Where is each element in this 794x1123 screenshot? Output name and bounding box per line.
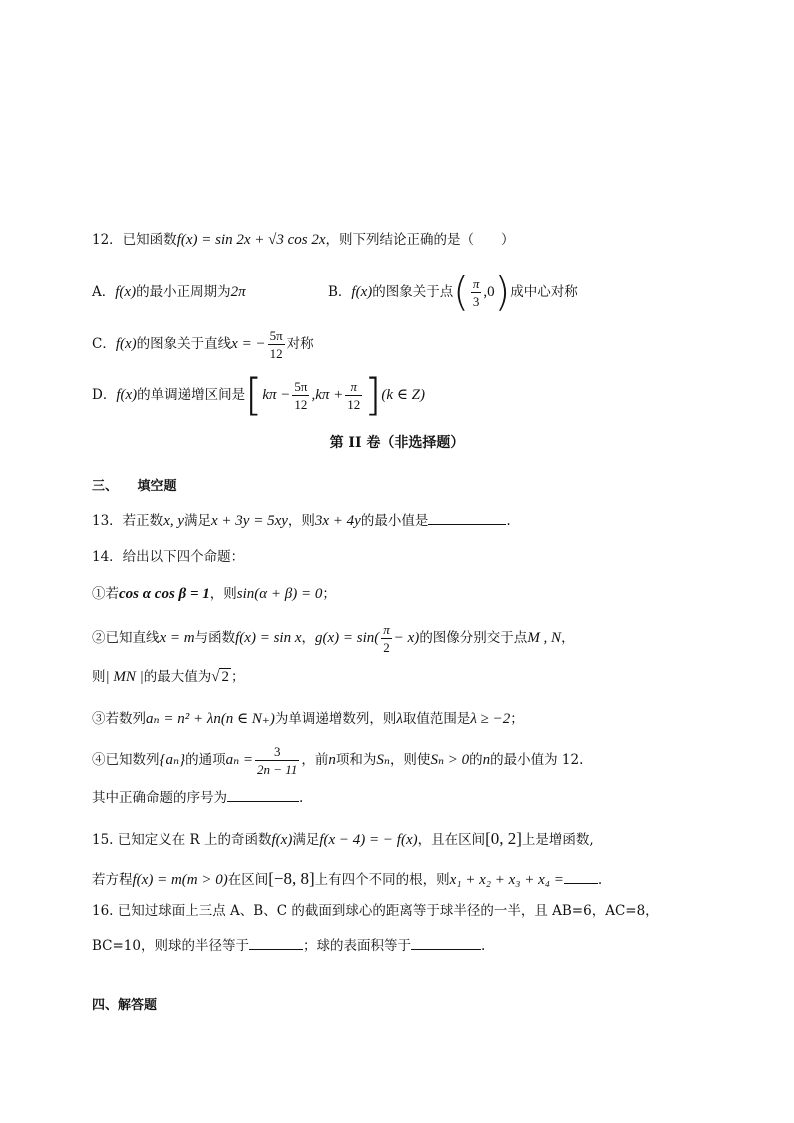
prop-4-n: n <box>328 752 336 768</box>
q13-text-c: ，则 <box>287 513 315 529</box>
q16-line-1: 16. 已知过球面上三点 A、B、C 的截面到球心的距离等于球半径的一半，且 AB=6，AC=8， <box>92 903 659 919</box>
right-bracket: ] <box>364 369 382 421</box>
option-d-text: 的单调递增区间是 <box>137 387 246 403</box>
prop-2-comma: ， <box>301 630 315 646</box>
prop-1-text: ①若 <box>92 586 119 602</box>
option-b-fraction <box>471 275 482 310</box>
q15-interval: [0, 2] <box>485 829 522 848</box>
prop-3-text: ③若数列 <box>92 711 146 727</box>
q15-text: 15. 已知定义在 R 上的奇函数 <box>92 832 272 848</box>
prop-4-sequence: {aₙ} <box>159 752 186 768</box>
fraction-denominator: 2 <box>383 640 390 655</box>
fraction-denominator: 3 <box>472 294 480 309</box>
prop-2-fraction <box>381 621 392 656</box>
q14-prop-3 <box>92 709 524 729</box>
prop-2-g-tail: − x) <box>393 630 420 646</box>
q16-text: BC=10，则球的半径等于 <box>92 938 249 954</box>
prop-4-text: ④已知数列 <box>92 752 160 768</box>
prop-4-text-f: 的 <box>469 752 483 768</box>
prop-4-condition: Sₙ > 0 <box>430 752 470 768</box>
prop-4-an: aₙ = <box>225 752 254 768</box>
q16-text-b: ；球的表面积等于 <box>303 938 411 954</box>
answer-blank <box>227 787 299 802</box>
q15-text-e: 若方程 <box>92 872 133 888</box>
option-d-left: kπ − <box>262 387 291 403</box>
q15-text-b: 满足 <box>292 832 320 848</box>
prop-1-result: sin(α + β) = 0 <box>236 586 323 602</box>
q15-interval-2: [−8, 8] <box>268 869 315 888</box>
answer-blank-area <box>411 935 481 950</box>
prop-2-line: x = m <box>159 630 195 646</box>
q13-expression: 3x + 4y <box>314 513 361 529</box>
prop-2-line2-end: ； <box>230 669 245 685</box>
q15-fx: f(x) <box>271 832 293 848</box>
q12-function: f(x) = sin 2x + √3 cos 2x <box>176 232 326 248</box>
q12-stem-tail: ，则下列结论正确的是（ ） <box>325 232 515 248</box>
left-paren: ( <box>453 269 469 316</box>
fraction-numerator: π <box>383 622 390 637</box>
right-paren: ) <box>494 269 511 316</box>
q15-text-c: ，且在区间 <box>417 832 486 848</box>
fraction-numerator: 5π <box>294 379 308 394</box>
option-c-fraction <box>268 327 285 362</box>
left-bracket: [ <box>245 369 263 421</box>
option-c-fx: f(x) <box>115 336 137 352</box>
prop-2-mn: | MN | <box>105 669 144 685</box>
prop-1-end: ； <box>322 586 336 602</box>
sqrt-symbol: √ <box>211 669 220 685</box>
option-d-fx: f(x) <box>116 387 138 403</box>
q13-text-b: 满足 <box>184 513 212 529</box>
prop-4-sn: Sₙ <box>376 752 390 768</box>
q15-equation-2: f(x) = m(m > 0) <box>132 872 228 888</box>
prop-3-end: ； <box>510 711 524 727</box>
q15-line-1 <box>92 829 594 850</box>
q12-option-d <box>92 369 426 421</box>
option-b-label: B． <box>328 284 352 300</box>
prop-4-text-d: 项和为 <box>335 752 377 768</box>
prop-3-text-b: 为单调递增数列，则 <box>274 711 397 727</box>
prop-3-sequence: aₙ = n² + λn(n ∈ N₊) <box>146 711 275 727</box>
q14-conclusion <box>92 787 303 808</box>
fraction-denominator: 2n − 11 <box>257 762 298 777</box>
q13 <box>92 510 511 531</box>
prop-3-lambda: λ <box>396 711 403 727</box>
prop-2-line2-text-b: 的最大值为 <box>143 669 212 685</box>
prop-2-f: f(x) = sin x <box>235 630 302 646</box>
option-b-text: 的图象关于点 <box>372 284 454 300</box>
option-d-mid: ,kπ + <box>311 387 344 403</box>
q12-option-a <box>92 282 246 302</box>
prop-2-text-b: 与函数 <box>194 630 236 646</box>
fraction-numerator: 3 <box>255 743 299 761</box>
option-b-fx: f(x) <box>351 284 373 300</box>
conclusion-end: . <box>299 790 304 806</box>
q12-option-c <box>92 322 314 366</box>
prop-1-condition: cos α cos β = 1 <box>119 586 210 602</box>
prop-4-text-e: ，则使 <box>389 752 431 768</box>
q13-equation: x + 3y = 5xy <box>211 513 288 529</box>
option-a-value: 2π <box>230 284 246 300</box>
q15-text-d: 上是增函数, <box>521 832 594 848</box>
q14-prop-1 <box>92 584 336 604</box>
prop-4-n2: n <box>482 752 491 768</box>
option-a-text: 的最小正周期为 <box>136 284 231 300</box>
q15-end: . <box>597 872 603 888</box>
prop-4-text-g: 的最小值为 12. <box>490 752 584 768</box>
q16-end: . <box>481 938 486 954</box>
fraction-numerator: π <box>345 378 362 396</box>
q14-prop-2 <box>92 618 575 658</box>
prop-1-text-b: ，则 <box>209 586 237 602</box>
q13-text: 13．若正数 <box>92 513 164 529</box>
prop-2-text: ②已知直线 <box>92 630 160 646</box>
q14-intro: 14．给出以下四个命题： <box>92 549 245 565</box>
option-d-fraction-1 <box>292 378 309 413</box>
prop-4-fraction <box>255 743 299 778</box>
fraction-numerator: 5π <box>269 328 283 343</box>
prop-3-text-c: 取值范围是 <box>402 711 471 727</box>
option-a-label: A． <box>92 284 116 300</box>
fraction-denominator: 12 <box>294 397 308 412</box>
prop-2-comma-2: ， <box>561 630 575 646</box>
q12-stem-text: 12．已知函数 <box>92 232 177 248</box>
prop-2-points: M , N <box>527 630 562 646</box>
q14-prop-4 <box>92 739 583 781</box>
section-2-title: 第 II 卷（非选择题） <box>329 435 465 451</box>
section-4-title: 四、解答题 <box>92 998 158 1013</box>
option-c-text-tail: 对称 <box>286 336 314 352</box>
answer-blank <box>428 510 506 525</box>
fraction-denominator: 12 <box>347 397 361 412</box>
q15-text-f: 在区间 <box>227 872 269 888</box>
q15-text-g: 上有四个不同的根，则 <box>314 872 450 888</box>
option-d-label: D． <box>92 387 117 403</box>
option-b-text-tail: 成中心对称 <box>510 284 578 300</box>
q15-sum: x₁ + x₂ + x₃ + x₄ = <box>449 872 564 888</box>
answer-blank <box>564 869 598 884</box>
prop-4-text-b: 的通项 <box>185 752 226 768</box>
fraction-denominator: 12 <box>269 346 283 361</box>
option-c-equation: x = − <box>231 336 266 352</box>
prop-2-line2-text: 则 <box>92 669 106 685</box>
q13-end: . <box>506 513 511 529</box>
prop-2-text-d: 的图像分别交于点 <box>419 630 528 646</box>
q15-equation: f(x − 4) = − f(x) <box>319 832 418 848</box>
option-a-fx: f(x) <box>115 284 137 300</box>
q15-line-2 <box>92 869 602 890</box>
conclusion-text: 其中正确命题的序号为 <box>92 790 227 806</box>
option-c-text: 的图象关于直线 <box>136 336 232 352</box>
q13-vars: x, y <box>163 513 185 529</box>
fraction-numerator: π <box>472 276 480 291</box>
q16-line-2 <box>92 935 485 956</box>
option-d-condition: (k ∈ Z) <box>381 387 426 403</box>
prop-3-range: λ ≥ −2 <box>470 711 511 727</box>
q13-text-d: 的最小值是 <box>360 513 429 529</box>
prop-2-g: g(x) = sin( <box>314 630 380 646</box>
option-b-point-rest: ,0 <box>483 284 495 300</box>
q12-stem <box>92 230 515 250</box>
answer-blank-radius <box>249 935 303 950</box>
sqrt-value: 2 <box>221 669 229 685</box>
section-3-title: 三、 填空题 <box>92 479 177 494</box>
option-c-label: C． <box>92 336 116 352</box>
q14-prop-2-line-2 <box>92 667 244 687</box>
prop-4-text-c: ，前 <box>301 752 329 768</box>
q12-option-b <box>328 270 578 314</box>
option-d-fraction-2 <box>345 378 362 413</box>
